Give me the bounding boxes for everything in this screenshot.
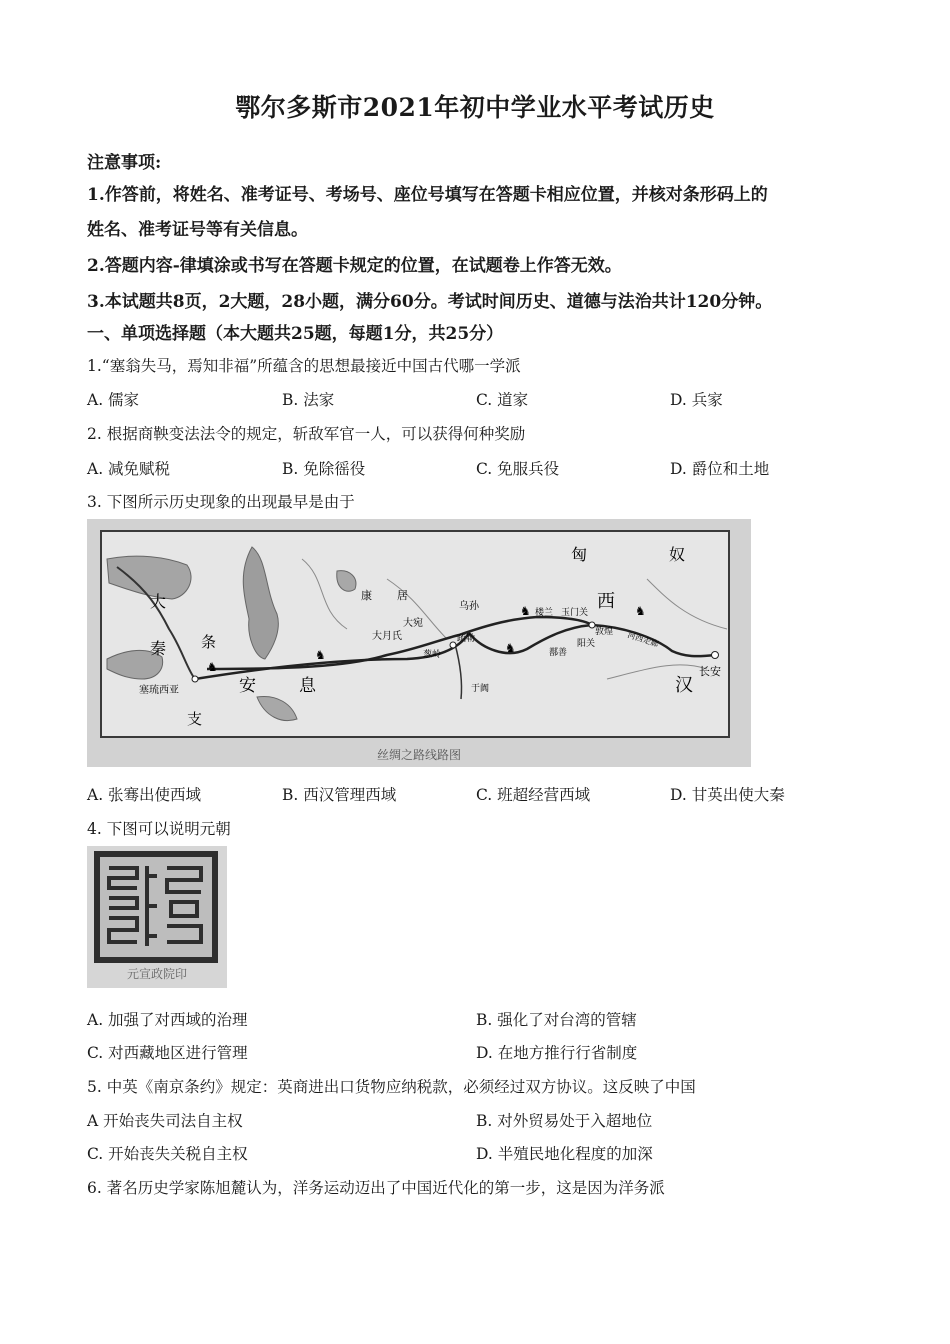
city-shule — [450, 642, 456, 648]
question-5-option-c: C. 开始丧失关税自主权 — [87, 1145, 248, 1163]
notice-item-1-line-1: 1.作答前，将姓名、准考证号、考场号、座位号填写在答题卡相应位置，并核对条形码上的 — [87, 185, 768, 205]
question-5-option-b: B. 对外贸易处于入超地位 — [476, 1112, 653, 1130]
camel-icon: ♞ — [520, 604, 531, 618]
label-da: 大 — [150, 592, 167, 611]
camel-icon: ♞ — [635, 604, 646, 618]
city-changan — [712, 652, 719, 659]
notice-item-1-line-2: 姓名、准考证号等有关信息。 — [87, 220, 308, 240]
question-2-option-b: B. 免除徭役 — [282, 460, 366, 478]
question-3-stem: 3. 下图所示历史现象的出现最早是由于 — [87, 493, 355, 511]
yuan-seal-image — [87, 846, 227, 988]
question-5-option-d: D. 半殖民地化程度的加深 — [476, 1145, 653, 1163]
camel-icon: ♞ — [505, 641, 516, 655]
city-seleucia — [192, 676, 198, 682]
notice-heading: 注意事项: — [87, 153, 162, 173]
question-3-option-d: D. 甘英出使大秦 — [670, 786, 785, 804]
question-1-stem: 1.“塞翁失马，焉知非福”所蕴含的思想最接近中国古代哪一学派 — [87, 357, 521, 375]
question-4-option-d: D. 在地方推行行省制度 — [476, 1044, 638, 1062]
label-an: 安 — [239, 676, 256, 696]
question-2-option-a: A. 减免赋税 — [87, 460, 171, 478]
question-5-stem: 5. 中英《南京条约》规定：英商进出口货物应纳税款，必须经过双方协议。这反映了中国 — [87, 1078, 696, 1096]
question-2-option-d: D. 爵位和土地 — [670, 460, 770, 478]
notice-item-3: 3.本试题共8页，2大题，28小题，满分60分。考试时间历史、道德与法治共计120分钟。 — [87, 292, 773, 312]
section-heading: 一、单项选择题（本大题共25题，每题1分，共25分） — [87, 324, 504, 344]
camel-icon: ♞ — [207, 660, 218, 674]
label-dunhuang: 敦煌 — [595, 627, 614, 637]
question-5-option-a: A 开始丧失司法自主权 — [87, 1112, 243, 1130]
label-wusun: 乌孙 — [459, 601, 479, 612]
label-shule: 疏勒 — [457, 634, 476, 644]
label-kang: 康 — [361, 589, 372, 602]
label-sailiuxiya: 塞琉西亚 — [139, 685, 179, 696]
question-2-stem: 2. 根据商鞅变法法令的规定，斩敌军官一人，可以获得何种奖励 — [87, 425, 526, 443]
label-yangguan: 阳关 — [577, 639, 596, 649]
question-4-option-b: B. 强化了对台湾的管辖 — [476, 1011, 637, 1029]
label-ju: 居 — [397, 589, 408, 602]
question-6-stem: 6. 著名历史学家陈旭麓认为，洋务运动迈出了中国近代化的第一步，这是因为洋务派 — [87, 1179, 665, 1197]
question-1-option-b: B. 法家 — [282, 391, 335, 409]
label-congling: 葱岭 — [423, 650, 442, 660]
label-xiongnu-2: 奴 — [669, 545, 686, 564]
notice-item-2: 2.答题内容-律填涂或书写在答题卡规定的位置，在试题卷上作答无效。 — [87, 256, 622, 276]
map-caption: 丝绸之路线路图 — [376, 748, 462, 762]
label-dayuan: 大宛 — [403, 618, 423, 629]
silk-road-map — [87, 519, 751, 767]
page-title: 鄂尔多斯市2021年初中学业水平考试历史 — [235, 93, 715, 122]
label-yumenguan: 玉门关 — [561, 608, 589, 618]
question-1-option-a: A. 儒家 — [87, 391, 140, 409]
question-1-option-c: C. 道家 — [476, 391, 529, 409]
label-loulan: 楼兰 — [535, 608, 554, 618]
question-3-option-b: B. 西汉管理西域 — [282, 786, 397, 804]
question-3-option-c: C. 班超经营西域 — [476, 786, 591, 804]
label-zhi: 支 — [187, 710, 203, 728]
question-4-stem: 4. 下图可以说明元朝 — [87, 820, 231, 838]
question-2-option-c: C. 免服兵役 — [476, 460, 560, 478]
label-tiao: 条 — [201, 633, 217, 651]
label-qin: 秦 — [150, 639, 167, 658]
question-3-option-a: A. 张骞出使西域 — [87, 786, 202, 804]
label-hexi: 河西走廊 — [626, 630, 660, 649]
label-changan: 长安 — [699, 665, 721, 678]
question-4-option-c: C. 对西藏地区进行管理 — [87, 1044, 248, 1062]
label-shanshan: 鄯善 — [549, 648, 568, 658]
label-dayuezhi: 大月氏 — [372, 631, 402, 642]
camel-icon: ♞ — [315, 648, 326, 662]
question-1-option-d: D. 兵家 — [670, 391, 723, 409]
seal-caption: 元宣政院印 — [126, 967, 188, 981]
label-xi-big: 西 — [597, 591, 615, 612]
label-xiongnu-1: 匈 — [571, 545, 588, 564]
label-han-big: 汉 — [675, 675, 693, 696]
label-yutian: 于阗 — [471, 684, 490, 694]
label-xi: 息 — [299, 676, 316, 696]
question-4-option-a: A. 加强了对西域的治理 — [87, 1011, 248, 1029]
